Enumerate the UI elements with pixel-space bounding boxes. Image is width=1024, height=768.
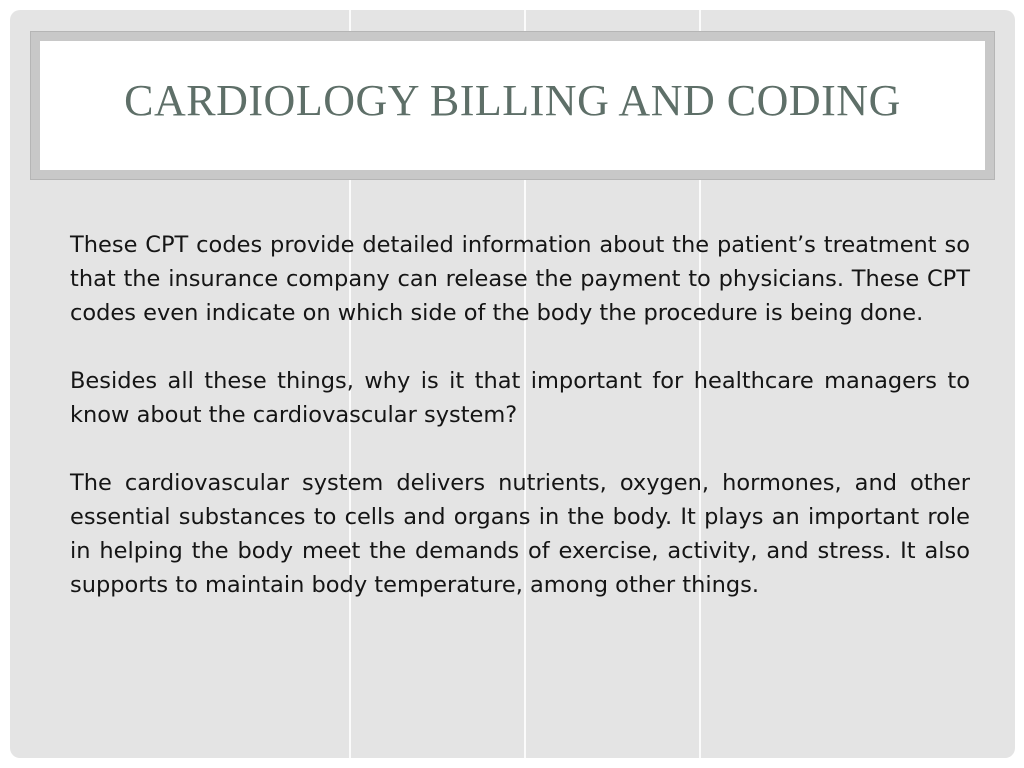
title-frame: [30, 31, 995, 180]
body-paragraph: These CPT codes provide detailed information about the patient’s treatment so that the insurance company can release the payment to physicians. These CPT codes even indicate on which side of the body the procedure is being done.: [70, 232, 970, 326]
slide-body: [70, 228, 970, 602]
body-paragraph: The cardiovascular system delivers nutrients, oxygen, hormones, and other essential substances to cells and organs in the body. It plays an important role in helping the body meet the demands of exercise, activity, and stress. It also supports to maintain body temperature, among other things.: [70, 470, 970, 598]
body-paragraph: Besides all these things, why is it that important for healthcare managers to know about the cardiovascular system?: [70, 368, 970, 428]
slide: [10, 10, 1015, 758]
slide-title: CARDIOLOGY BILLING AND CODING: [124, 76, 901, 125]
title-box: [40, 41, 985, 170]
